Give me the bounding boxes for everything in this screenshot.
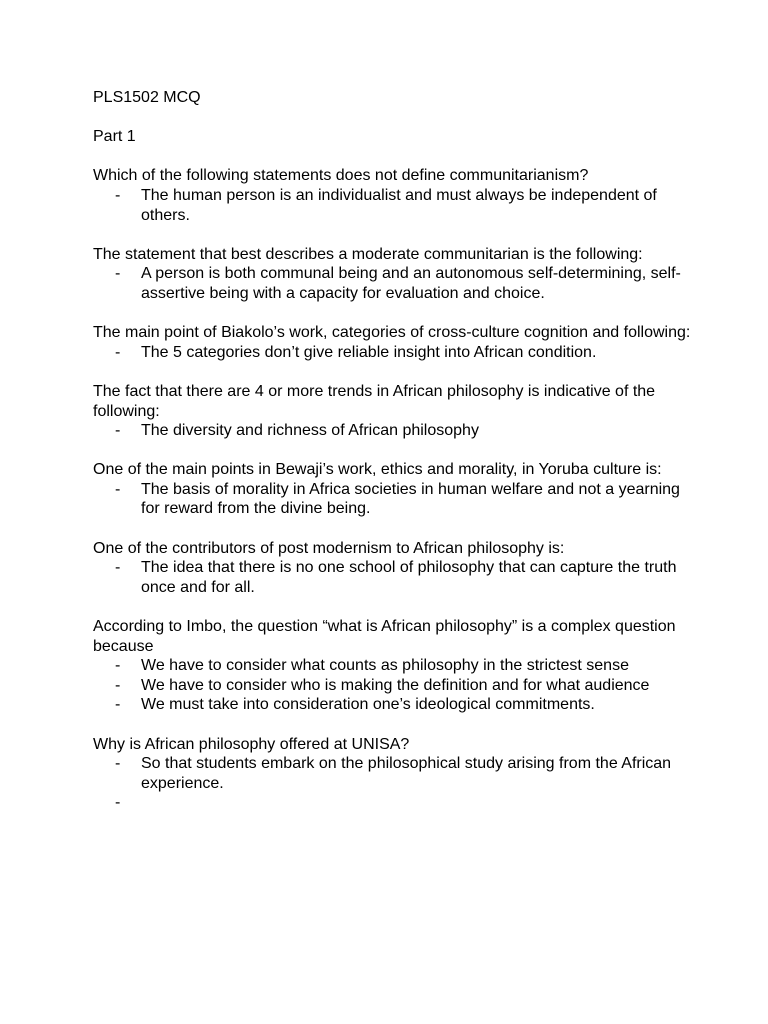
dash-bullet: - [115,343,121,361]
question-block [93,245,693,304]
answer-item [93,186,693,225]
answer-list [93,186,693,225]
answer-list [93,264,693,303]
dash-bullet: - [115,422,121,440]
dash-bullet: - [115,676,121,694]
question-block [93,539,693,598]
answer-list [93,656,693,715]
question-text: One of the main points in Bewaji’s work, ethics and morality, in Yoruba culture is: [93,461,662,479]
answer-text: A person is both communal being and an autonomous self-determining, self-assertive being with a capacity for evaluation and choice. [141,265,681,302]
question-block [93,166,693,225]
answer-item [93,754,693,793]
part-heading: Part 1 [93,128,136,146]
question-block [93,382,693,441]
question-block [93,735,693,813]
document-page [93,88,693,813]
answer-text: We must take into consideration one’s ideological commitments. [141,696,595,714]
question-text: One of the contributors of post modernism to African philosophy is: [93,539,565,557]
answer-list [93,421,693,441]
dash-bullet: - [115,559,121,577]
question-block [93,617,693,715]
question-block [93,323,693,362]
dash-bullet: - [115,186,121,204]
answer-item [93,264,693,303]
answer-item [93,656,693,676]
question-text: Why is African philosophy offered at UNISA? [93,735,410,753]
document-title: PLS1502 MCQ [93,89,201,106]
question-block [93,460,693,519]
answer-item [93,421,693,441]
answer-item [93,676,693,696]
answer-text: We have to consider who is making the definition and for what audience [141,676,650,694]
answer-item [93,480,693,519]
answer-text: The diversity and richness of African philosophy [141,422,479,440]
answer-text: So that students embark on the philosophical study arising from the African experience. [141,755,672,792]
question-list [93,166,693,813]
answer-item [93,343,693,363]
answer-text: The idea that there is no one school of philosophy that can capture the truth once and for all. [141,559,677,596]
answer-list [93,480,693,519]
answer-item [93,558,693,597]
answer-list [93,754,693,813]
answer-list [93,343,693,363]
dash-bullet: - [115,794,121,812]
dash-bullet: - [115,480,121,498]
question-text: The fact that there are 4 or more trends in African philosophy is indicative of the following: [93,382,656,420]
answer-item [93,793,693,813]
dash-bullet: - [115,755,121,773]
answer-list [93,558,693,597]
question-text: The statement that best describes a moderate communitarian is the following: [93,245,643,263]
answer-text: The 5 categories don’t give reliable insight into African condition. [141,343,597,361]
question-text: According to Imbo, the question “what is African philosophy” is a complex question because [93,618,676,655]
answer-text: The human person is an individualist and must always be independent of others. [141,186,657,224]
answer-text: The basis of morality in Africa societies in human welfare and not a yearning for reward from the divine being. [141,480,680,518]
dash-bullet: - [115,265,121,283]
question-text: The main point of Biakolo’s work, categories of cross-culture cognition and following: [93,324,691,342]
answer-text: We have to consider what counts as philosophy in the strictest sense [141,657,629,675]
dash-bullet: - [115,657,121,675]
dash-bullet: - [115,696,121,714]
question-text: Which of the following statements does not define communitarianism? [93,167,589,185]
answer-item [93,695,693,715]
